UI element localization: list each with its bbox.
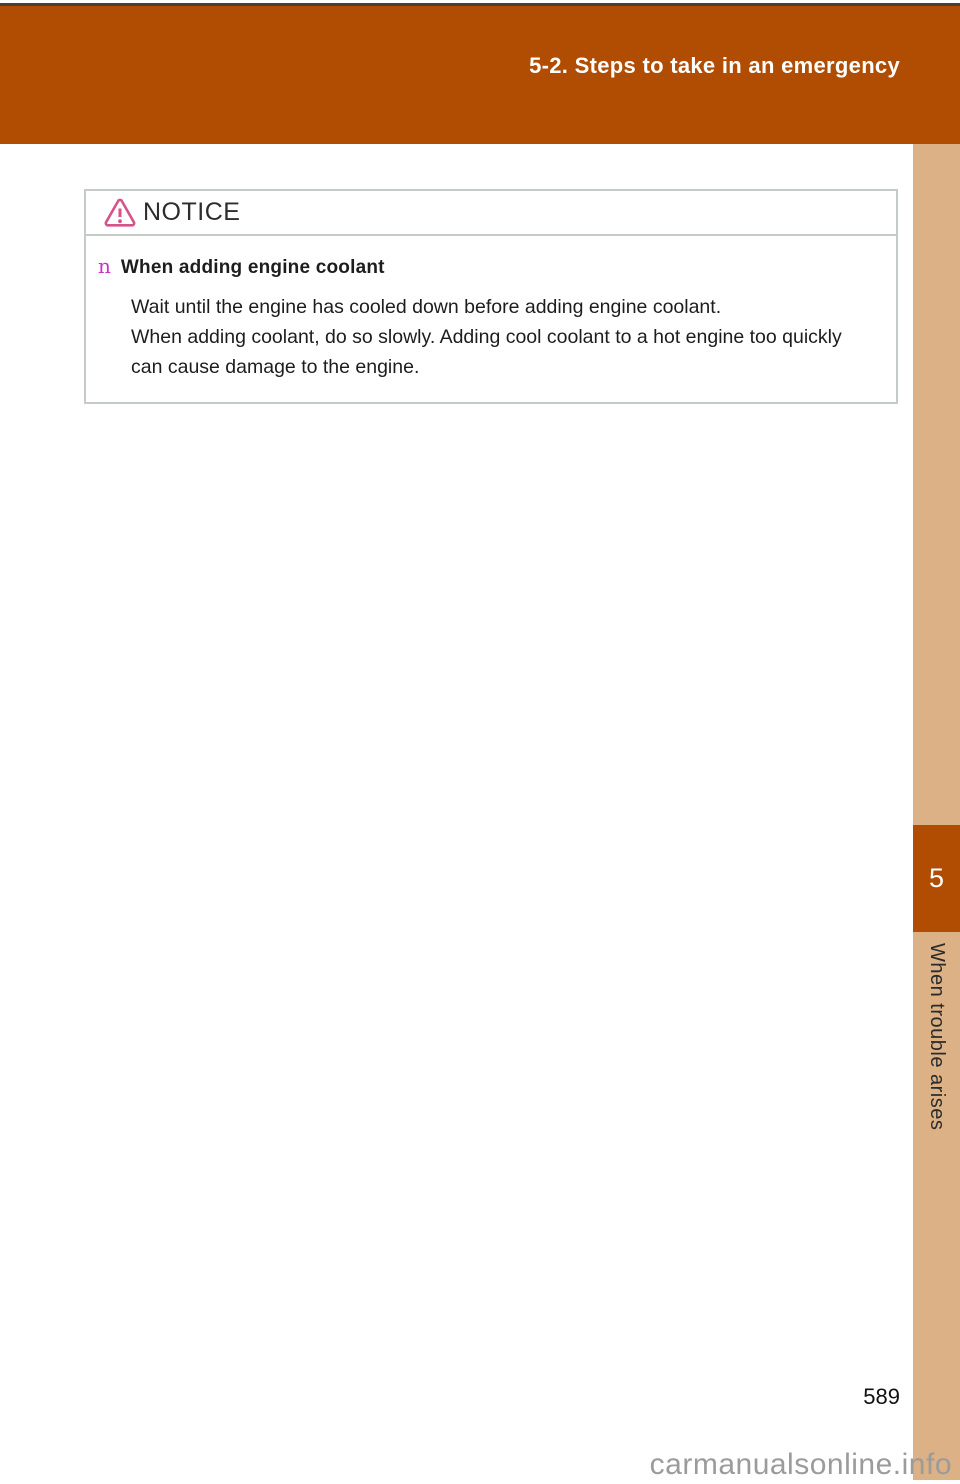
chapter-title-text: When trouble arises <box>926 943 948 1131</box>
page-title: 5-2. Steps to take in an emergency <box>529 53 900 78</box>
notice-item-heading: When adding engine coolant <box>120 257 385 278</box>
page-number: 589 <box>863 1384 900 1409</box>
watermark-text: carmanualsonline.info <box>649 1448 952 1481</box>
notice-paragraph-1: Wait until the engine has cooled down before adding engine coolant. <box>131 296 722 318</box>
notice-item <box>98 256 876 279</box>
warning-triangle-icon <box>104 198 136 227</box>
notice-header <box>86 191 896 236</box>
notice-box <box>84 189 898 404</box>
notice-body <box>86 236 896 382</box>
chapter-number-badge <box>913 825 960 932</box>
chapter-sidebar <box>913 144 960 1480</box>
chapter-number: 5 <box>928 863 945 893</box>
notice-title: NOTICE <box>143 198 241 226</box>
notice-item-text <box>131 292 876 382</box>
chapter-title-vertical <box>913 943 960 1130</box>
list-bullet: n <box>98 254 111 278</box>
chapter-header-band <box>0 6 960 144</box>
notice-paragraph-2: When adding coolant, do so slowly. Adding cool coolant to a hot engine too quickly can cause damage to the engine. <box>131 326 842 378</box>
